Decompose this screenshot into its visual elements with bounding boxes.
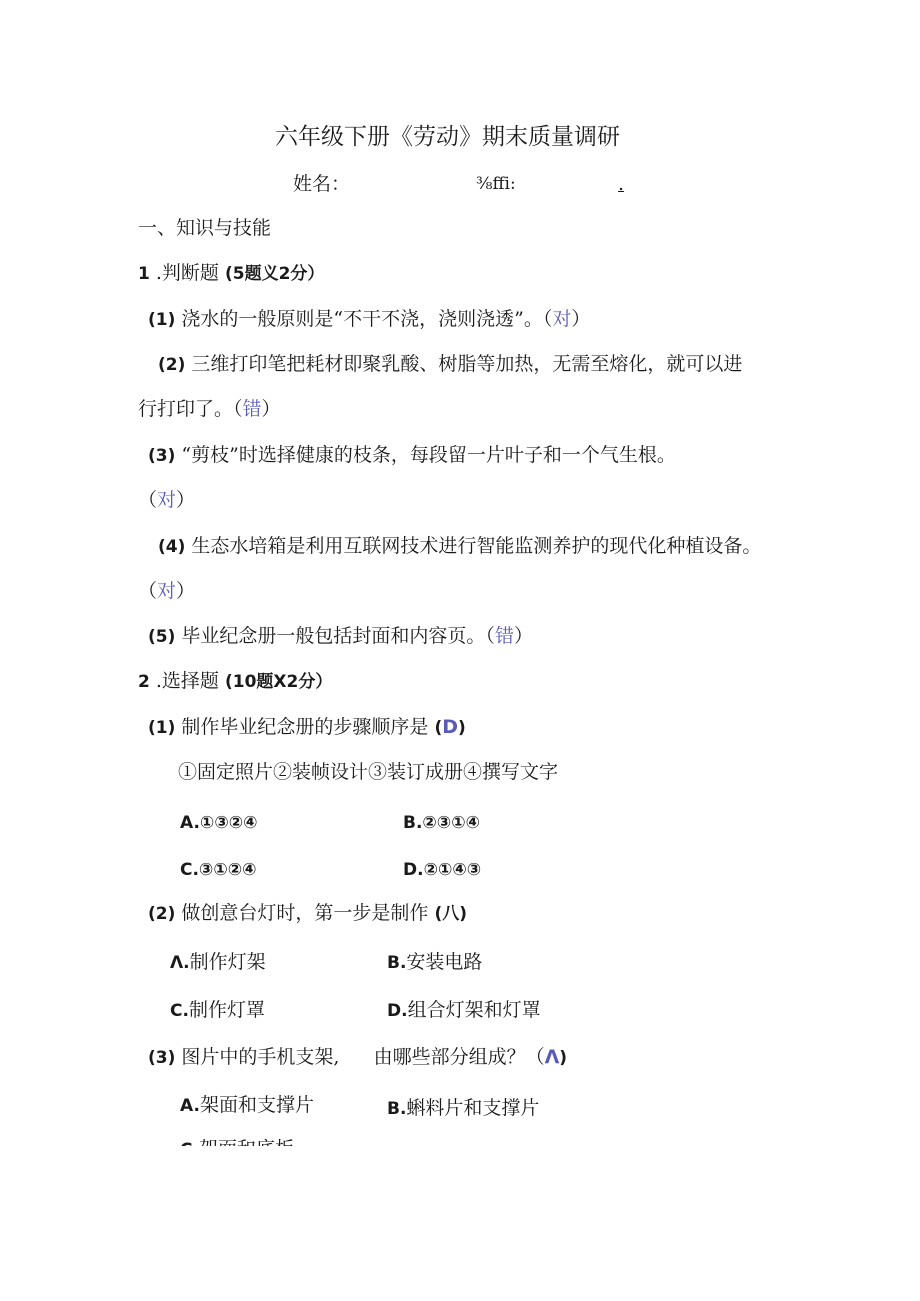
item-text: 毕业纪念册一般包括封面和内容页。（	[181, 625, 495, 647]
choice-item-3	[148, 1045, 567, 1070]
item-text: 行打印了。（	[138, 398, 243, 420]
item-close: ）	[261, 398, 281, 420]
answer-open: (	[434, 904, 443, 924]
name-label: 姓名：	[293, 173, 351, 195]
item-text: 制作毕业纪念册的步骤顺序是	[181, 716, 429, 738]
answer: Λ	[544, 1046, 560, 1068]
item-close: ）	[571, 308, 591, 330]
option-b: B.②③①④	[403, 813, 480, 833]
answer: D	[442, 716, 459, 738]
judge-item-2-continued	[138, 397, 281, 421]
question-2-label: .选择题	[155, 670, 219, 692]
choice-item-1	[148, 715, 466, 740]
judge-item-4	[158, 534, 761, 559]
option-letter: B.	[387, 953, 407, 973]
item-text: 做创意台灯时，第一步是制作	[181, 902, 429, 924]
item-number: (3)	[148, 1048, 176, 1068]
answer-close: )	[559, 1048, 568, 1068]
judge-item-5	[148, 624, 533, 649]
judge-item-3	[148, 443, 676, 468]
item-text: “剪枝”时选择健康的枝条，每段留一片叶子和一个气生根。	[181, 444, 676, 466]
option-c	[170, 998, 265, 1023]
option-text: 架面和支撑片	[199, 1094, 314, 1116]
item-text-2: 由哪些部分组成？（	[373, 1046, 545, 1068]
option-text: 制作灯架	[189, 951, 266, 973]
answer-close: )	[459, 904, 468, 924]
item-text: 生态水培箱是利用互联网技术进行智能监测养护的现代化种植设备。	[191, 535, 762, 557]
answer-close: )	[458, 718, 466, 738]
question-2-heading	[138, 669, 332, 694]
option-text: 蝌料片和支撑片	[406, 1097, 540, 1119]
option-b	[387, 1096, 539, 1121]
question-2-score: (10题X2分）	[224, 672, 333, 692]
class-label: ³⁄₈ffi:	[476, 174, 516, 194]
question-1-heading	[138, 261, 324, 286]
item-text: （	[138, 580, 158, 602]
item-close: ）	[176, 580, 196, 602]
answer-open: (	[434, 718, 443, 738]
option-text: 组合灯架和灯罩	[407, 999, 541, 1021]
option-letter: B.	[387, 1099, 407, 1119]
option-c: C.③①②④	[180, 860, 257, 880]
answer: 错	[242, 398, 262, 420]
question-1-number: 1	[138, 264, 150, 284]
page-title: 六年级下册《劳动》期末质量调研	[275, 124, 620, 150]
judge-item-4-continued	[138, 579, 195, 603]
choice-item-2	[148, 901, 467, 926]
option-letter: Λ.	[170, 953, 190, 973]
item-text: 三维打印笔把耗材即聚乳酸、树脂等加热，无需至熔化，就可以进	[191, 353, 743, 375]
judge-item-3-continued	[138, 488, 195, 512]
item-text: 图片中的手机支架,	[181, 1046, 340, 1068]
judge-item-2	[158, 352, 742, 377]
question-2-number: 2	[138, 672, 150, 692]
item-number: (1)	[148, 310, 176, 330]
option-d	[387, 998, 541, 1023]
page-cutoff	[0, 1146, 920, 1301]
item-text: 浇水的一般原则是“不干不浇，浇则浇透”。（	[181, 308, 553, 330]
item-number: (2)	[158, 355, 186, 375]
option-d: D.②①④③	[403, 860, 482, 880]
item-number: (1)	[148, 718, 176, 738]
item-close: ）	[513, 625, 533, 647]
item-text: （	[138, 489, 158, 511]
question-1-label: .判断题	[155, 262, 219, 284]
answer: 对	[552, 308, 572, 330]
option-a	[180, 1093, 314, 1118]
answer: 对	[157, 489, 177, 511]
class-value: .	[618, 173, 625, 195]
answer: 对	[157, 580, 177, 602]
item-close: ）	[176, 489, 196, 511]
option-a: A.①③②④	[180, 813, 258, 833]
section-heading: 一、知识与技能	[138, 217, 272, 239]
item-number: (4)	[158, 537, 186, 557]
option-text: 制作灯罩	[188, 999, 265, 1021]
item-number: (3)	[148, 446, 176, 466]
answer: 错	[494, 625, 514, 647]
option-a	[170, 950, 266, 975]
question-1-score: (5题义2分）	[224, 264, 325, 284]
option-letter: D.	[387, 1001, 408, 1021]
option-letter: A.	[180, 1096, 200, 1116]
option-b	[387, 950, 482, 975]
option-text: 安装电路	[406, 951, 483, 973]
answer: 八	[442, 904, 460, 924]
item-number: (2)	[148, 904, 176, 924]
option-letter: C.	[170, 1001, 189, 1021]
choice-item-1-steps: ①固定照片②装帧设计③装订成册④撰写文字	[178, 761, 559, 783]
judge-item-1	[148, 307, 590, 332]
item-number: (5)	[148, 627, 176, 647]
